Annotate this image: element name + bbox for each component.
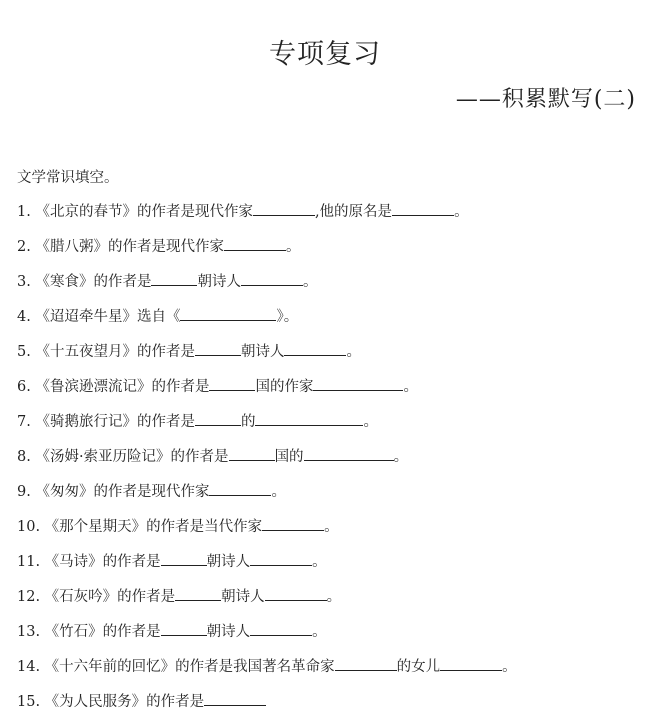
question-text: 。 xyxy=(363,414,378,430)
question-item xyxy=(17,270,317,291)
question-number: 13. xyxy=(17,624,45,640)
question-number: 4. xyxy=(17,309,36,325)
question-number: 6. xyxy=(17,379,36,395)
question-number: 1. xyxy=(17,204,36,220)
question-text: 国的 xyxy=(274,449,304,465)
answer-blank[interactable] xyxy=(253,201,315,216)
answer-blank[interactable] xyxy=(262,516,324,531)
question-text: 朝诗人 xyxy=(206,554,251,570)
answer-blank[interactable] xyxy=(313,376,403,391)
question-text: 朝诗人 xyxy=(240,344,285,360)
question-item xyxy=(17,445,408,466)
question-item xyxy=(17,585,341,606)
question-text: 《马诗》的作者是 xyxy=(44,554,161,570)
question-number: 7. xyxy=(17,414,36,430)
question-number: 15. xyxy=(17,694,45,710)
question-text: 《北京的春节》的作者是现代作家 xyxy=(35,204,253,220)
question-text: 的女儿 xyxy=(396,659,441,675)
question-text: 。 xyxy=(454,204,469,220)
answer-blank[interactable] xyxy=(224,236,286,251)
answer-blank[interactable] xyxy=(161,551,207,566)
answer-blank[interactable] xyxy=(304,446,394,461)
question-text: 《鲁滨逊漂流记》的作者是 xyxy=(35,379,210,395)
question-text: 的 xyxy=(240,414,256,430)
instruction-text: 文学常识填空。 xyxy=(17,170,119,186)
question-text: 》。 xyxy=(276,309,299,325)
answer-blank[interactable] xyxy=(209,481,271,496)
question-item xyxy=(17,515,339,536)
question-text: 。 xyxy=(393,449,409,465)
question-number: 11. xyxy=(17,554,45,570)
answer-blank[interactable] xyxy=(250,621,312,636)
answer-blank[interactable] xyxy=(180,306,276,321)
question-text: 朝诗人 xyxy=(206,624,251,640)
question-text: 《十五夜望月》的作者是 xyxy=(35,344,195,360)
answer-blank[interactable] xyxy=(392,201,454,216)
question-item xyxy=(17,200,469,221)
answer-blank[interactable] xyxy=(161,621,207,636)
question-text: 。 xyxy=(285,239,301,255)
answer-blank[interactable] xyxy=(175,586,221,601)
question-item xyxy=(17,690,266,711)
question-text: 《石灰吟》的作者是 xyxy=(44,589,176,605)
question-text: ,他的原名是 xyxy=(314,204,393,220)
question-number: 5. xyxy=(17,344,36,360)
question-text: 。 xyxy=(403,379,418,395)
answer-blank[interactable] xyxy=(241,271,303,286)
question-text: 《迢迢牵牛星》选自《 xyxy=(35,309,181,325)
question-text: 国的作家 xyxy=(255,379,314,395)
answer-blank[interactable] xyxy=(204,691,266,706)
question-text: 。 xyxy=(324,519,339,535)
question-item xyxy=(17,410,378,431)
answer-blank[interactable] xyxy=(265,586,327,601)
question-item xyxy=(17,235,300,256)
question-number: 10. xyxy=(17,519,45,535)
question-item xyxy=(17,655,517,676)
answer-blank[interactable] xyxy=(284,341,346,356)
question-number: 2. xyxy=(17,239,36,255)
question-text: 朝诗人 xyxy=(221,589,265,605)
question-item xyxy=(17,340,361,361)
page-title: 专项复习 xyxy=(269,39,381,70)
question-text: 《那个星期天》的作者是当代作家 xyxy=(44,519,263,535)
answer-blank[interactable] xyxy=(195,411,241,426)
question-item xyxy=(17,305,298,326)
question-text: 。 xyxy=(312,624,327,640)
question-item xyxy=(17,375,418,396)
question-number: 14. xyxy=(17,659,45,675)
question-item xyxy=(17,550,327,571)
question-text: 《汤姆·索亚历险记》的作者是 xyxy=(35,449,229,465)
page-subtitle: ——积累默写(二) xyxy=(455,87,636,112)
answer-blank[interactable] xyxy=(151,271,197,286)
question-item xyxy=(17,620,327,641)
question-text: 《寒食》的作者是 xyxy=(35,274,152,290)
question-number: 9. xyxy=(17,484,36,500)
question-text: 。 xyxy=(502,659,517,675)
question-text: 《骑鹅旅行记》的作者是 xyxy=(35,414,195,430)
answer-blank[interactable] xyxy=(335,656,397,671)
question-text: 。 xyxy=(346,344,361,360)
answer-blank[interactable] xyxy=(250,551,312,566)
answer-blank[interactable] xyxy=(209,376,255,391)
question-number: 12. xyxy=(17,589,45,605)
question-text: 朝诗人 xyxy=(197,274,241,290)
question-text: 。 xyxy=(326,589,342,605)
question-text: 《竹石》的作者是 xyxy=(44,624,161,640)
question-text: 。 xyxy=(312,554,327,570)
question-text: 《匆匆》的作者是现代作家 xyxy=(35,484,210,500)
question-item xyxy=(17,480,286,501)
answer-blank[interactable] xyxy=(195,341,241,356)
question-text: 。 xyxy=(271,484,286,500)
answer-blank[interactable] xyxy=(440,656,502,671)
question-text: 《腊八粥》的作者是现代作家 xyxy=(35,239,224,255)
question-number: 8. xyxy=(17,449,36,465)
question-text: 《十六年前的回忆》的作者是我国著名革命家 xyxy=(44,659,335,675)
question-text: 。 xyxy=(302,274,318,290)
question-text: 《为人民服务》的作者是 xyxy=(44,694,205,710)
answer-blank[interactable] xyxy=(255,411,363,426)
answer-blank[interactable] xyxy=(229,446,275,461)
question-number: 3. xyxy=(17,274,36,290)
